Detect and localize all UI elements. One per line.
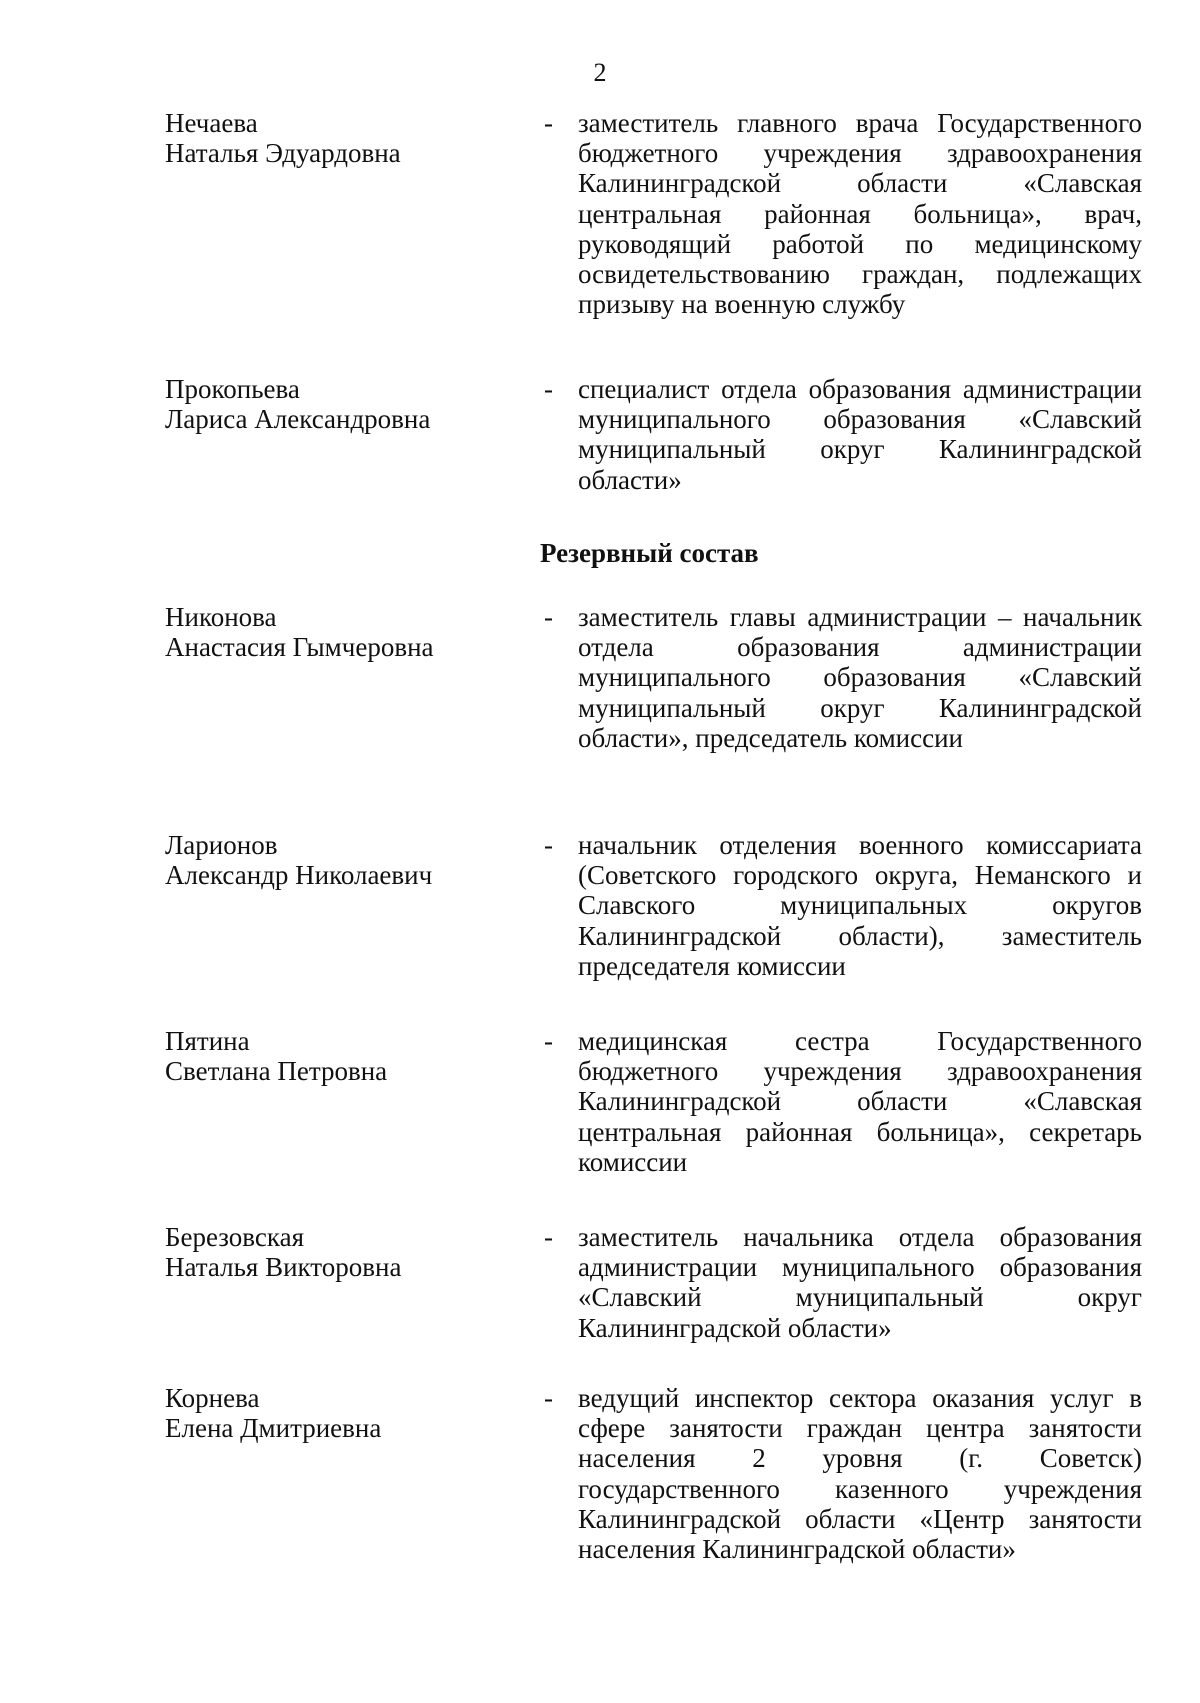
- member-surname: Пятина: [165, 1026, 250, 1056]
- member-given-names: Наталья Эдуардовна: [165, 138, 401, 169]
- member-name: [165, 108, 495, 168]
- member-given-names: Лариса Александровна: [165, 404, 431, 435]
- dash-separator: -: [544, 374, 553, 404]
- member-position: ведущий инспектор сектора оказания услуг в сфере занятости граждан центра занятости населения 2 уровня (г. Советск) государственного казенного учреждения Калининградской области «Центр занятости населения Калининградской области»: [578, 1383, 1142, 1565]
- member-name: [165, 830, 495, 890]
- member-position: заместитель главы администрации – начальник отдела образования администрации муниципального образования «Славский муниципальный округ Калининградской области», председатель комиссии: [578, 602, 1142, 753]
- dash-separator: -: [544, 1222, 553, 1252]
- member-surname: Никонова: [165, 602, 277, 632]
- member-surname: Прокопьева: [165, 374, 300, 404]
- dash-separator: -: [544, 108, 553, 138]
- member-position: заместитель главного врача Государственного бюджетного учреждения здравоохранения Калининградской области «Славская центральная районная больница», врач, руководящий работой по медицинскому освидетельствованию граждан, подлежащих призыву на военную службу: [578, 108, 1142, 320]
- member-given-names: Елена Дмитриевна: [165, 1413, 382, 1444]
- member-position: медицинская сестра Государственного бюджетного учреждения здравоохранения Калининградской области «Славская центральная районная больница», секретарь комиссии: [578, 1026, 1142, 1177]
- member-position: специалист отдела образования администрации муниципального образования «Славский муниципальный округ Калининградской области»: [578, 374, 1142, 495]
- member-position: заместитель начальника отдела образования администрации муниципального образования «Славский муниципальный округ Калининградской области»: [578, 1222, 1142, 1343]
- member-given-names: Светлана Петровна: [165, 1056, 388, 1087]
- member-surname: Ларионов: [165, 830, 278, 860]
- member-name: [165, 1222, 495, 1282]
- member-name: [165, 1026, 495, 1086]
- member-given-names: Наталья Викторовна: [165, 1252, 402, 1283]
- member-surname: Нечаева: [165, 108, 258, 138]
- member-position: начальник отделения военного комиссариата (Советского городского округа, Неманского и Славского муниципальных округов Калининградской области), заместитель председателя комиссии: [578, 830, 1142, 981]
- page-number: 2: [593, 58, 607, 87]
- member-given-names: Александр Николаевич: [165, 860, 433, 891]
- dash-separator: -: [544, 602, 553, 632]
- member-given-names: Анастасия Гымчеровна: [165, 632, 434, 663]
- dash-separator: -: [544, 830, 553, 860]
- dash-separator: -: [544, 1026, 553, 1056]
- dash-separator: -: [544, 1383, 553, 1413]
- member-surname: Корнева: [165, 1383, 260, 1413]
- member-name: [165, 602, 495, 662]
- reserve-section-heading: Резервный состав: [540, 538, 759, 568]
- member-name: [165, 374, 495, 434]
- member-surname: Березовская: [165, 1222, 304, 1252]
- member-name: [165, 1383, 495, 1443]
